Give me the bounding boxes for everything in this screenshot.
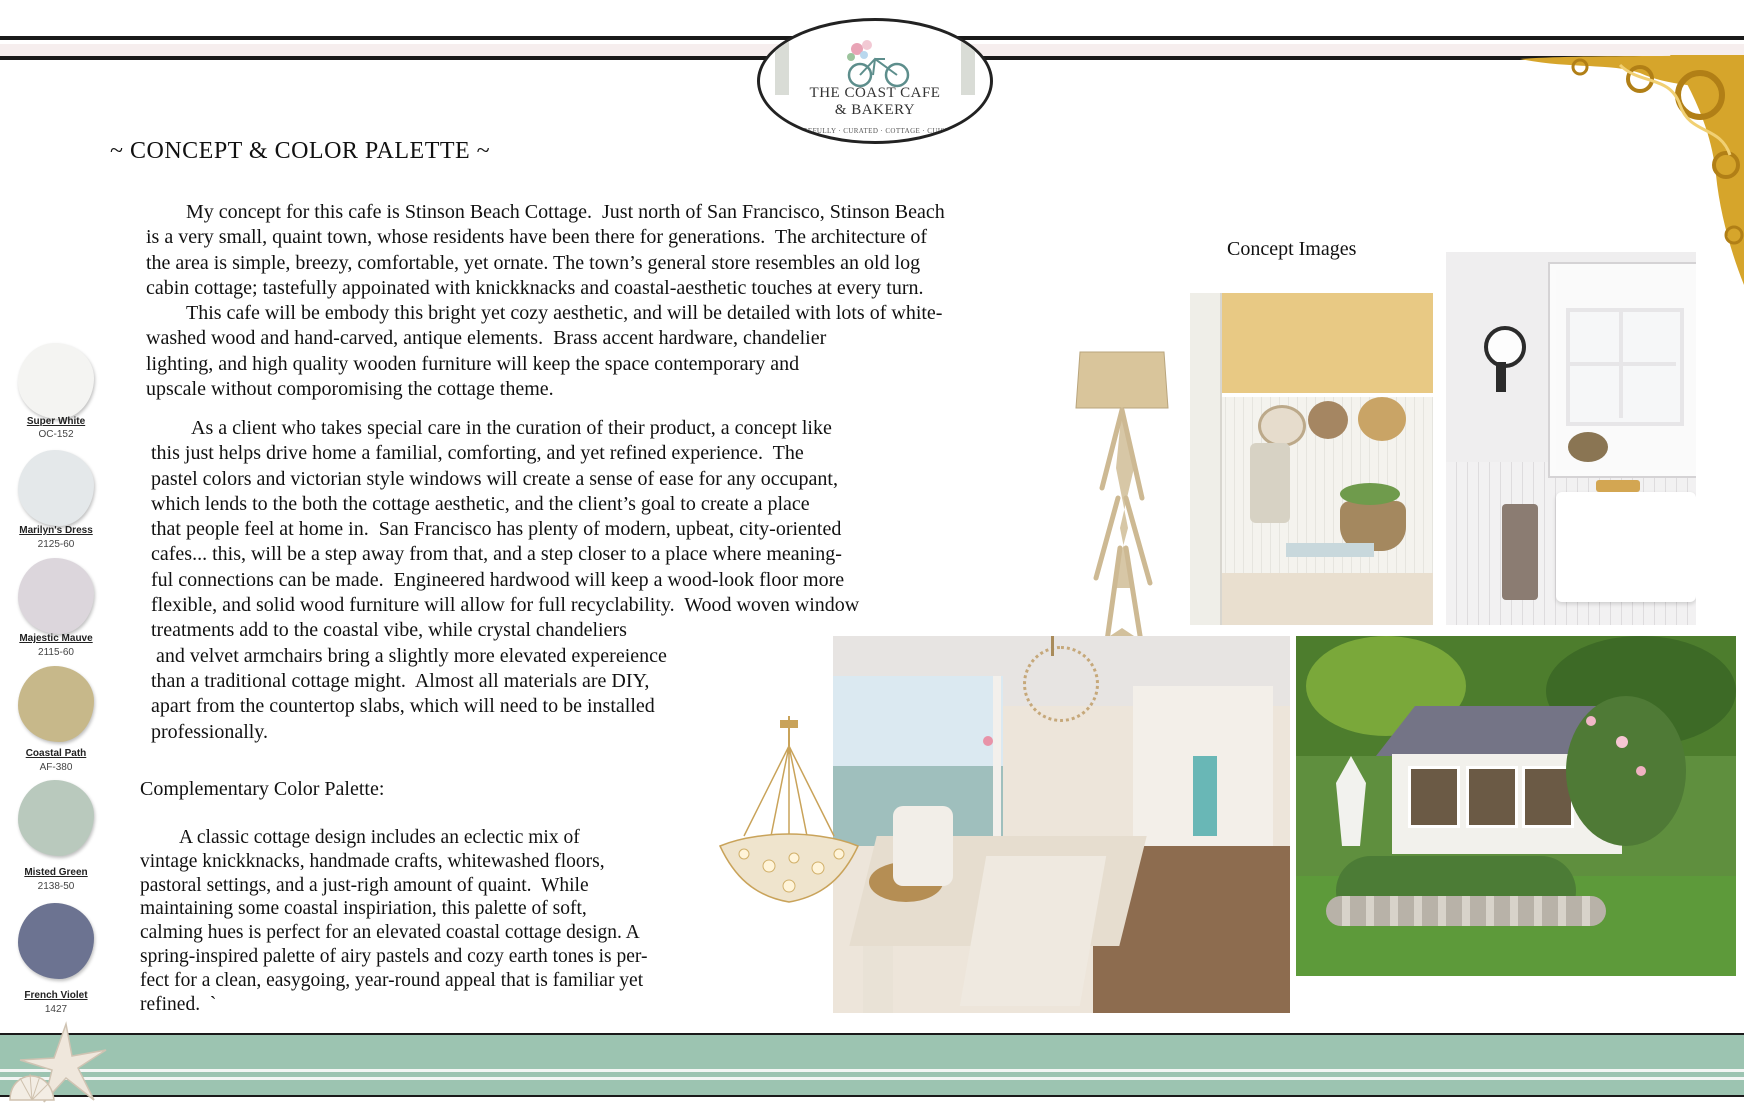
swatch-code: AF-380: [39, 762, 73, 773]
swatch-code: 1427: [44, 1004, 68, 1015]
swatch-french-violet: [18, 903, 94, 979]
client-paragraph: As a client who takes special care in the curation of their product, a concept like this just helps drive home a familial, comforting, and yet refined experience. The pastel colors and victorian style windows will create a sense of ease for any occupant, which lends to the both the cottage aesthetic, and the client’s goal to create a place that people feel at home in. San Francisco has plenty of modern, upbeat, city-oriented cafes... this, will be a step away from that, and a step closer to a place where meaning- ful connections can be made. Engineered hardwood will keep a wood-look floor more flexible, and solid wood furniture will allow for full recyclability. Wood woven window treatments add to the coastal vibe, while crystal chandeliers and velvet armchairs bring a slightly more elevated expereience than a traditional cottage might. Almost all materials are DIY, apart from the countertop slabs, which will need to be installed professionally.: [151, 417, 860, 743]
complementary-palette-title: Complementary Color Palette:: [140, 778, 385, 800]
concept-paragraph: My concept for this cafe is Stinson Beach Cottage. Just north of San Francisco, Stinson Beach is a very small, quaint town, whose residents have been there for generations. The architecture of the area is simple, breezy, comfortable, yet ornate. The town’s general store resembles an old log cabin cottage; tastefully appoinated with knickknacks and coastal-aesthetic touches at every turn. This cafe will be embody this bright yet cozy aesthetic, and will be detailed with lots of white- washed wood and hand-carved, antique elements. Brass accent hardware, chandelier lighting, and high quality wooden furniture will keep the space contemporary and upscale without comporomising the cottage theme.: [146, 201, 945, 401]
logo-tagline: CAREFULLY · CURATED · COTTAGE · CUISINE: [792, 127, 958, 135]
bottom-stripe-1: [0, 1069, 1744, 1072]
page-title: ~ CONCEPT & COLOR PALETTE ~: [110, 138, 491, 164]
swatch-code: 2138-50: [37, 881, 75, 892]
swatch-code: 2115-60: [38, 647, 74, 658]
swatch-marilyns-dress: [18, 450, 94, 526]
hat-wall-entry-photo: [1190, 293, 1433, 625]
swatch-name: Misted Green: [24, 867, 88, 878]
swatch-name: Super White: [26, 416, 86, 427]
swatch-majestic-mauve: [18, 558, 94, 634]
cottage-sink-window-photo: [1446, 252, 1696, 625]
logo-badge: [757, 18, 993, 144]
bottom-stripe-2: [0, 1077, 1744, 1080]
bottom-green-band: [0, 1033, 1744, 1097]
logo-name-line1: THE COAST CAFE: [809, 85, 941, 101]
swatch-name: Marilyn's Dress: [19, 525, 93, 536]
starfish-shell-icon: [4, 1020, 114, 1110]
color-swatch-column: [0, 340, 112, 1020]
palette-paragraph: A classic cottage design includes an eclectic mix of vintage knickknacks, handmade crafts, whitewashed floors, pastoral settings, and a just-righ amount of quaint. While maintaining some coastal inspiriation, this palette of soft, calming hues is perfect for an elevated coastal cottage design. A spring-inspired palette of airy pastels and cozy earth tones is per- fect for a clean, easygoing, year-round appeal that is familiar yet refined. `: [140, 827, 648, 1015]
garden-cottage-photo: [1296, 636, 1736, 976]
swatch-name: Majestic Mauve: [19, 633, 93, 644]
driftwood-floor-lamp-icon: [1072, 348, 1172, 670]
swatch-code: 2125-60: [37, 539, 75, 550]
swatch-name: French Violet: [24, 990, 88, 1001]
crystal-chandelier-icon: [714, 716, 864, 916]
swatch-misted-green: [18, 780, 94, 856]
swatch-super-white: [18, 343, 94, 419]
swatch-name: Coastal Path: [25, 748, 87, 759]
gold-corner-ornament-icon: [1520, 55, 1744, 285]
swatch-code: OC-152: [38, 429, 74, 440]
logo-name-line2: & BAKERY: [834, 102, 916, 118]
swatch-coastal-path: [18, 666, 94, 742]
concept-images-label: Concept Images: [1227, 238, 1357, 260]
cottage-dining-room-photo: [833, 636, 1290, 1013]
